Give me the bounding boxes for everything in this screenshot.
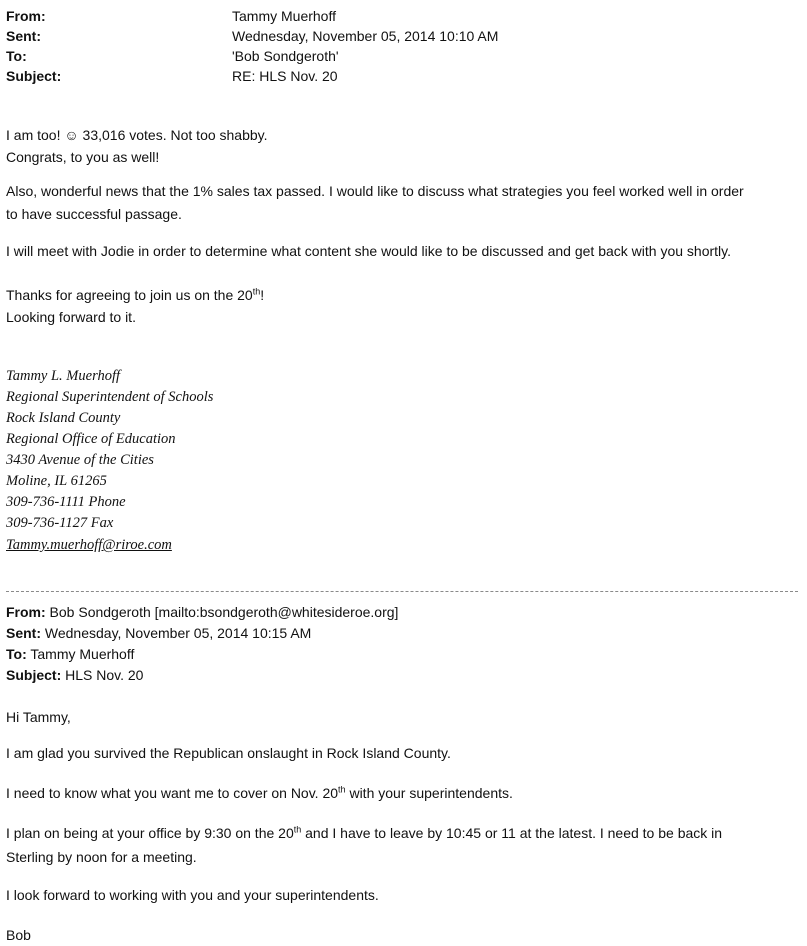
original-paragraph-3-line-2: Sterling by noon for a meeting. [6,849,197,865]
reply-paragraph-6: Looking forward to it. [6,309,136,325]
original-subject-label: Subject: [6,667,62,683]
reply-text: 33,016 votes. Not too shabby. [78,127,268,143]
original-sent-row [6,623,311,644]
signature-fax: 309-736-1127 Fax [6,515,114,531]
original-text: and I have to leave by 10:45 or 11 at the latest. I need to be back in [301,825,723,841]
original-to-value: Tammy Muerhoff [26,646,135,662]
subject-value: RE: HLS Nov. 20 [232,68,338,84]
message-divider [6,591,798,592]
signature-city: Moline, IL 61265 [6,473,107,489]
signature-title: Regional Superintendent of Schools [6,389,214,405]
original-subject-row [6,665,143,686]
original-to-label: To: [6,646,27,662]
original-text: with your superintendents. [345,785,513,801]
original-from-value: Bob Sondgeroth [mailto:bsondgeroth@whitesideroe.org] [45,604,399,620]
original-greeting: Hi Tammy, [6,709,71,725]
ordinal-suffix: th [338,784,346,795]
subject-label: Subject: [6,68,62,84]
original-paragraph-1: I am glad you survived the Republican onslaught in Rock Island County. [6,745,451,761]
original-paragraph-3-line-1 [6,822,722,844]
signature-name: Tammy L. Muerhoff [6,368,121,384]
signature-phone: 309-736-1111 Phone [6,494,126,510]
from-label: From: [6,8,46,24]
original-to-row [6,644,134,665]
ordinal-suffix: th [252,286,261,297]
reply-paragraph-5 [6,284,264,306]
ordinal-suffix: th [293,824,302,835]
original-paragraph-4: I look forward to working with you and your superintendents. [6,887,379,903]
original-sent-label: Sent: [6,625,41,641]
reply-text: Thanks for agreeing to join us on the 20 [6,287,253,303]
smiley-icon: ☺ [64,127,79,143]
reply-text: ! [260,287,265,303]
original-sent-value: Wednesday, November 05, 2014 10:15 AM [41,625,312,641]
reply-paragraph-2: Congrats, to you as well! [6,149,160,165]
reply-paragraph-3-line-1: Also, wonderful news that the 1% sales tax passed. I would like to discuss what strategies you feel worked well in order [6,183,744,199]
original-closing: Bob [6,927,31,943]
reply-paragraph-1 [6,124,268,146]
original-text: I plan on being at your office by 9:30 on the 20 [6,825,294,841]
signature-street: 3430 Avenue of the Cities [6,452,154,468]
original-from-row [6,602,398,623]
reply-paragraph-4: I will meet with Jodie in order to determine what content she would like to be discussed and get back with you shortly. [6,243,732,259]
signature-email-link[interactable]: Tammy.muerhoff@riroe.com [6,537,172,553]
sent-label: Sent: [6,28,41,44]
signature-office: Regional Office of Education [6,431,176,447]
from-value: Tammy Muerhoff [232,8,336,24]
original-text: I need to know what you want me to cover on Nov. 20 [6,785,339,801]
to-value: 'Bob Sondgeroth' [232,48,339,64]
reply-paragraph-3-line-2: to have successful passage. [6,206,182,222]
sent-value: Wednesday, November 05, 2014 10:10 AM [232,28,499,44]
original-subject-value: HLS Nov. 20 [61,667,144,683]
signature-county: Rock Island County [6,410,121,426]
original-paragraph-2 [6,782,513,804]
original-from-label: From: [6,604,46,620]
reply-text: I am too! [6,127,65,143]
to-label: To: [6,48,27,64]
